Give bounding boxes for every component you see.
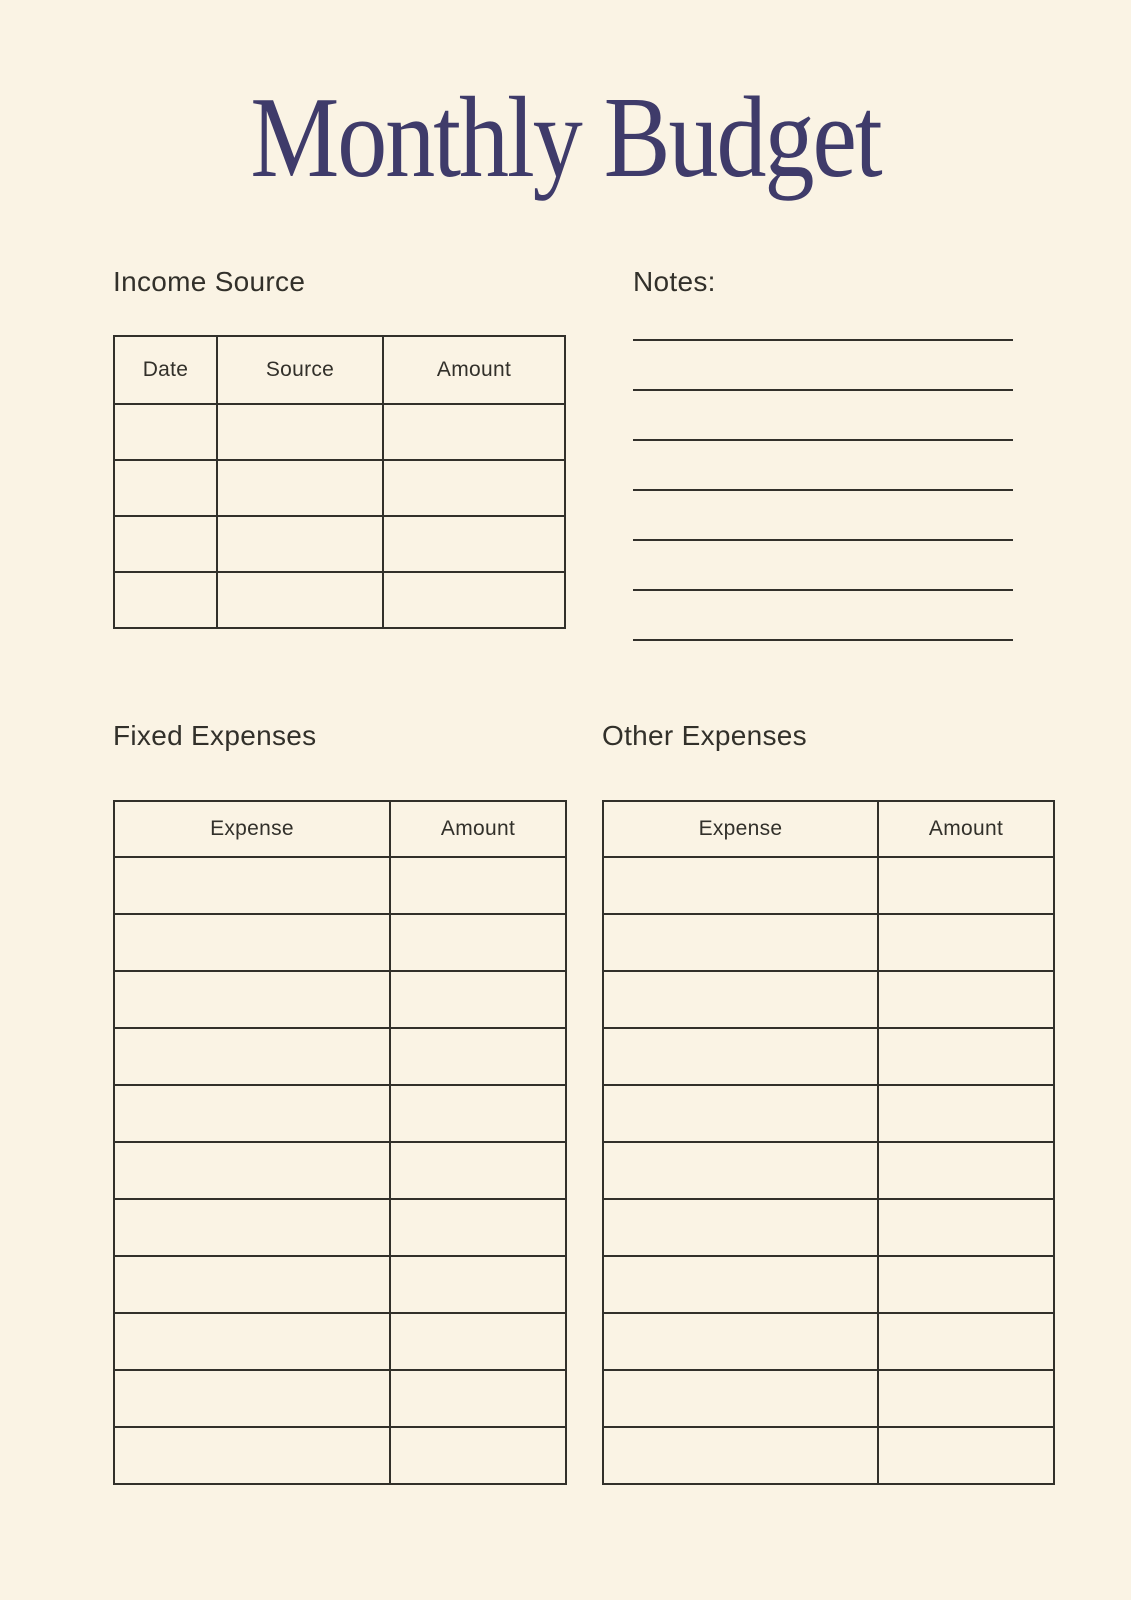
other-col-header-expense: Expense (603, 801, 878, 857)
other-col-header-amount: Amount (878, 801, 1054, 857)
empty-table-row (114, 857, 566, 914)
other-expenses-heading: Other Expenses (602, 720, 807, 751)
empty-table-row (603, 1370, 1054, 1427)
empty-cell (603, 914, 878, 971)
empty-cell (114, 572, 217, 628)
empty-cell (390, 1085, 566, 1142)
empty-cell (114, 1313, 390, 1370)
empty-cell (878, 1313, 1054, 1370)
empty-cell (390, 1028, 566, 1085)
empty-cell (878, 1085, 1054, 1142)
income-col-header-date: Date (114, 336, 217, 404)
empty-table-row (114, 1256, 566, 1313)
empty-cell (603, 857, 878, 914)
empty-cell (603, 1028, 878, 1085)
empty-cell (114, 1199, 390, 1256)
empty-cell (390, 1313, 566, 1370)
empty-cell (217, 404, 383, 460)
empty-table-row (114, 404, 565, 460)
empty-table-row (114, 1313, 566, 1370)
empty-cell (114, 1256, 390, 1313)
empty-table-row (603, 1085, 1054, 1142)
notes-heading: Notes: (633, 266, 716, 297)
notes-lines (633, 291, 1013, 641)
empty-cell (217, 572, 383, 628)
note-ruled-line (633, 491, 1013, 541)
empty-cell (390, 971, 566, 1028)
empty-cell (114, 1085, 390, 1142)
empty-cell (878, 1028, 1054, 1085)
empty-table-row (114, 572, 565, 628)
empty-cell (603, 1256, 878, 1313)
empty-table-row (603, 1427, 1054, 1484)
empty-cell (390, 1427, 566, 1484)
empty-table-row (114, 1370, 566, 1427)
empty-table-row (603, 857, 1054, 914)
empty-cell (878, 1256, 1054, 1313)
note-ruled-line (633, 391, 1013, 441)
empty-table-row (114, 1142, 566, 1199)
empty-cell (383, 404, 565, 460)
empty-cell (217, 460, 383, 516)
income-source-table (113, 335, 566, 629)
empty-cell (878, 1370, 1054, 1427)
empty-cell (603, 1313, 878, 1370)
empty-table-row (114, 1028, 566, 1085)
empty-cell (878, 1427, 1054, 1484)
income-col-header-source: Source (217, 336, 383, 404)
empty-table-row (114, 516, 565, 572)
empty-table-row (114, 971, 566, 1028)
empty-cell (603, 1142, 878, 1199)
empty-cell (390, 1199, 566, 1256)
fixed-expenses-table-body (114, 857, 566, 1484)
empty-cell (390, 1256, 566, 1313)
note-ruled-line (633, 291, 1013, 341)
fixed-expenses-heading: Fixed Expenses (113, 720, 317, 751)
empty-table-row (603, 971, 1054, 1028)
empty-cell (878, 1142, 1054, 1199)
other-expenses-table (602, 800, 1055, 1485)
empty-cell (114, 971, 390, 1028)
income-col-header-amount: Amount (383, 336, 565, 404)
empty-table-row (603, 914, 1054, 971)
empty-cell (114, 1142, 390, 1199)
fixed-col-header-expense: Expense (114, 801, 390, 857)
page-title: Monthly Budget (250, 72, 881, 202)
fixed-expenses-table (113, 800, 567, 1485)
empty-cell (603, 1199, 878, 1256)
empty-cell (383, 572, 565, 628)
note-ruled-line (633, 341, 1013, 391)
income-table-body (114, 404, 565, 628)
income-table-header-row (114, 336, 565, 404)
empty-table-row (114, 1085, 566, 1142)
empty-cell (114, 516, 217, 572)
empty-cell (603, 1370, 878, 1427)
empty-cell (390, 1370, 566, 1427)
empty-cell (114, 1427, 390, 1484)
empty-table-row (114, 1199, 566, 1256)
empty-table-row (603, 1256, 1054, 1313)
empty-cell (390, 1142, 566, 1199)
empty-cell (383, 516, 565, 572)
empty-cell (878, 971, 1054, 1028)
income-source-heading: Income Source (113, 266, 306, 297)
other-expenses-header-row (603, 801, 1054, 857)
note-ruled-line (633, 591, 1013, 641)
empty-cell (603, 1427, 878, 1484)
empty-cell (878, 1199, 1054, 1256)
empty-table-row (603, 1028, 1054, 1085)
note-ruled-line (633, 541, 1013, 591)
empty-table-row (603, 1199, 1054, 1256)
empty-cell (383, 460, 565, 516)
empty-table-row (114, 1427, 566, 1484)
empty-cell (217, 516, 383, 572)
fixed-expenses-header-row (114, 801, 566, 857)
empty-cell (390, 857, 566, 914)
empty-cell (114, 404, 217, 460)
empty-cell (114, 857, 390, 914)
empty-cell (603, 1085, 878, 1142)
empty-cell (603, 971, 878, 1028)
empty-cell (114, 460, 217, 516)
empty-table-row (603, 1313, 1054, 1370)
empty-cell (390, 914, 566, 971)
note-ruled-line (633, 441, 1013, 491)
empty-table-row (603, 1142, 1054, 1199)
empty-cell (878, 914, 1054, 971)
empty-table-row (114, 460, 565, 516)
fixed-col-header-amount: Amount (390, 801, 566, 857)
empty-cell (114, 914, 390, 971)
empty-table-row (114, 914, 566, 971)
empty-cell (114, 1028, 390, 1085)
empty-cell (114, 1370, 390, 1427)
other-expenses-table-body (603, 857, 1054, 1484)
empty-cell (878, 857, 1054, 914)
